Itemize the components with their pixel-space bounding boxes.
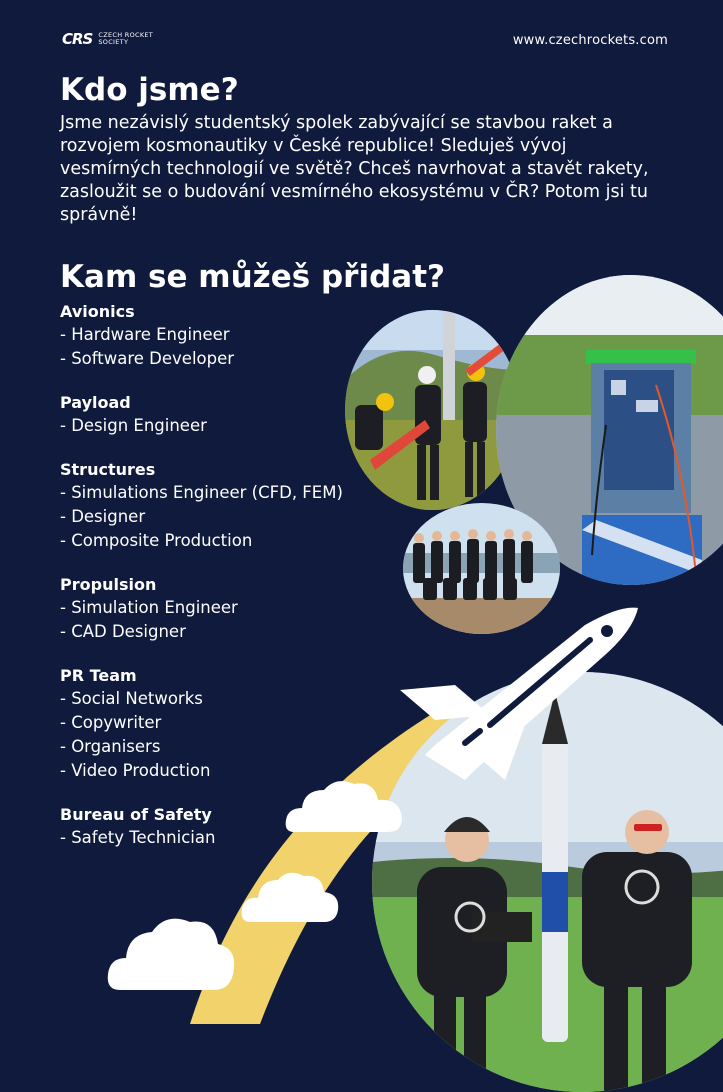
role-item: - Composite Production <box>60 531 253 550</box>
role-item: - CAD Designer <box>60 622 186 641</box>
team-photo-circle <box>345 310 520 510</box>
cloud-icon <box>106 910 236 995</box>
cloud-icon <box>240 866 340 926</box>
rocket-illustration <box>395 605 645 790</box>
role-section-title: Payload <box>60 393 131 412</box>
logo-mark: CRS <box>62 30 93 48</box>
join-title: Kam se můžeš přidat? <box>60 259 446 295</box>
role-item: - Software Developer <box>60 349 235 368</box>
role-item: - Social Networks <box>60 689 203 708</box>
role-item: - Copywriter <box>60 713 162 732</box>
logo-text-line1: CZECH ROCKET <box>98 31 154 39</box>
about-text: Jsme nezávislý studentský spolek zabývající se stavbou raket a rozvojem kosmonautiky v České republice! Sleduješ vývoj vesmírných technologií ve světě? Chceš navrhovat a stavět rakety, zasloužit se o budování vesmírného ekosystému v ČR? Potom jsi tu správně! <box>60 113 649 225</box>
about-title: Kdo jsme? <box>60 72 239 108</box>
cloud-icon <box>284 776 404 836</box>
role-section-title: Structures <box>60 460 156 479</box>
role-section-title: Avionics <box>60 302 135 321</box>
role-item: - Designer <box>60 507 146 526</box>
role-section-title: Bureau of Safety <box>60 805 212 824</box>
logo-text-line2: SOCIETY <box>98 38 129 46</box>
role-item: - Hardware Engineer <box>60 325 230 344</box>
rocket-icon <box>400 608 638 780</box>
role-item: - Simulations Engineer (CFD, FEM) <box>60 483 343 502</box>
role-item: - Simulation Engineer <box>60 598 238 617</box>
role-section-title: PR Team <box>60 666 137 685</box>
website-link[interactable]: www.czechrockets.com <box>512 33 668 48</box>
role-item: - Video Production <box>60 761 211 780</box>
role-item: - Safety Technician <box>60 828 216 847</box>
role-item: - Organisers <box>60 737 161 756</box>
role-item: - Design Engineer <box>60 416 207 435</box>
role-section-title: Propulsion <box>60 575 157 594</box>
